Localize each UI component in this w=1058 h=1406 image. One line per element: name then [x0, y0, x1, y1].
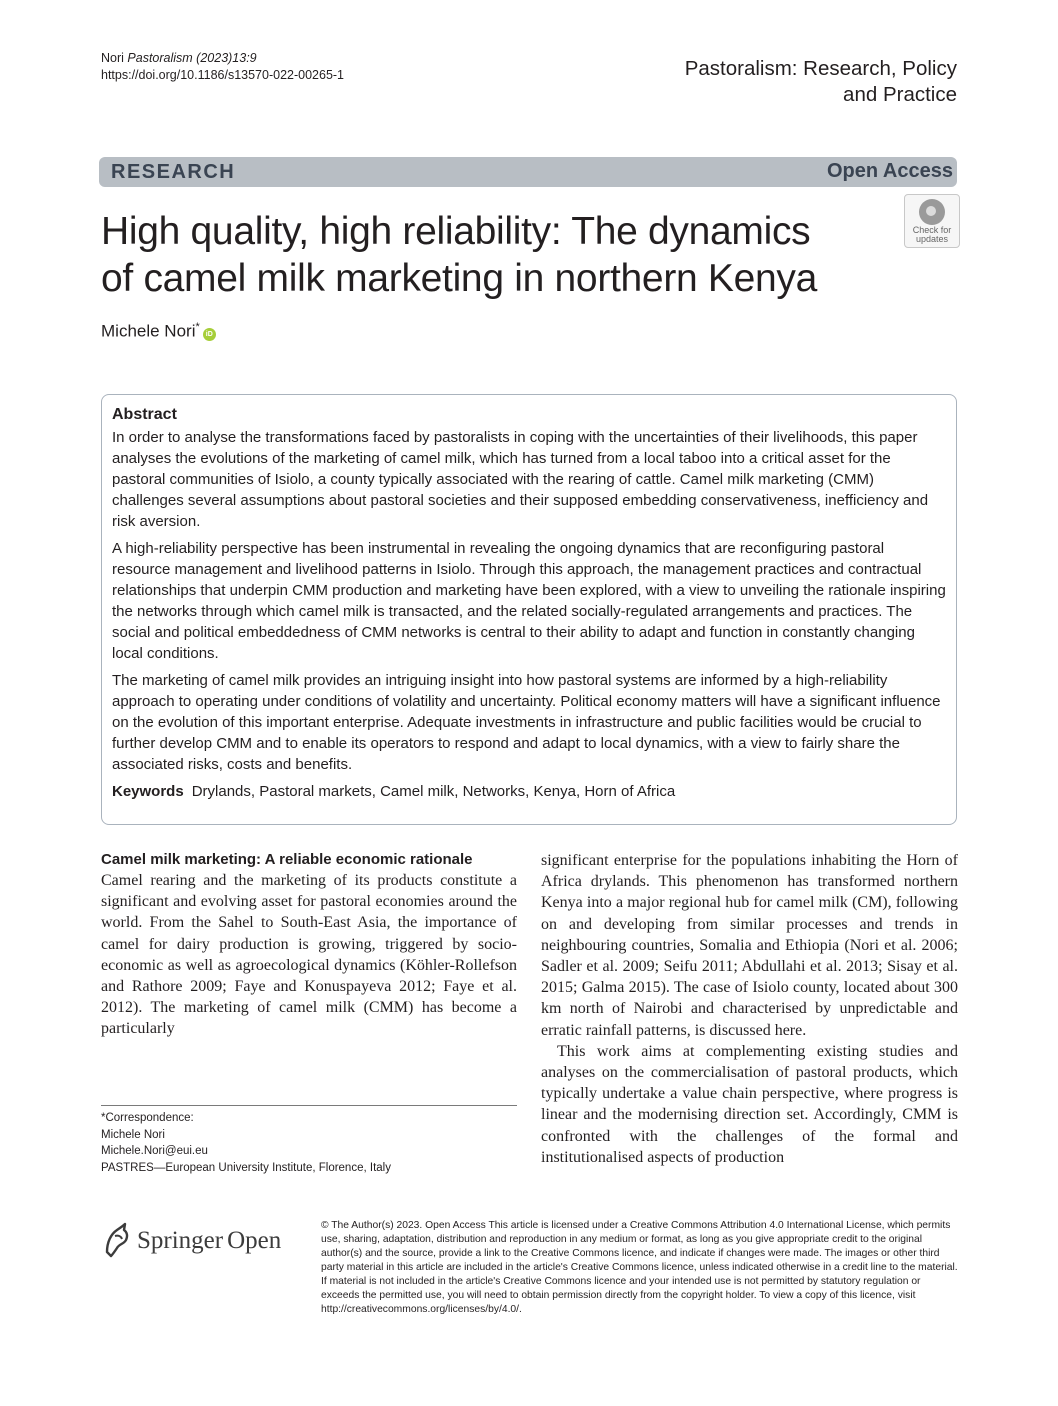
correspondence-name: Michele Nori [101, 1128, 165, 1141]
article-type-label: RESEARCH [111, 161, 236, 183]
open-access-label: Open Access [827, 160, 953, 182]
body-paragraph: Camel rearing and the marketing of its products constitute a significant and evolving asset for pastoral economies around the world. From the Sahel to South-East Asia, the importance of camel for dairy production is growing, triggered by socio-economic as well as agroecological dynamics (Köhler-Rollefson and Rathore 2009; Faye and Konuspayeva 2012; Faye et al. 2012). The marketing of camel milk (CMM) has become a particularly [101, 872, 517, 1038]
cite-author: Nori [101, 51, 128, 65]
section-heading: Camel milk marketing: A reliable economic rationale [101, 851, 473, 868]
correspondence-block [101, 1110, 391, 1176]
check-updates-icon [919, 199, 945, 225]
abstract-paragraph-1: In order to analyse the transformations faced by pastoralists in coping with the uncertainties of their livelihoods, this paper analyses the evolutions of the marketing of camel milk, which has turned from a local taboo into a critical asset for the pastoral communities of Isiolo, a county typically associated with the rearing of cattle. Camel milk marketing (CMM) challenges several assumptions about pastoral societies and their supposed embedding conservativeness, inefficiency and risk aversion. [112, 429, 929, 530]
abstract-box [101, 394, 957, 825]
check-updates-line2: updates [915, 234, 949, 244]
orcid-icon[interactable]: iD [203, 328, 216, 341]
check-for-updates-button[interactable] [904, 194, 960, 248]
cite-journal: Pastoralism (2023)13:9 [127, 51, 257, 65]
article-title-line1: High quality, high reliability: The dynamics [101, 210, 811, 253]
keywords-label: Keywords [112, 783, 184, 800]
journal-name-line2: and Practice [843, 83, 957, 106]
author-line [101, 316, 216, 343]
correspondence-email[interactable]: Michele.Nori@eui.eu [101, 1145, 208, 1157]
footnote-divider [101, 1105, 517, 1106]
body-paragraph: significant enterprise for the populations inhabiting the Horn of Africa drylands. This phenomenon has transformed northern Kenya into a major regional hub for camel milk (CM), following on and developing from similar processes and trends in neighbouring countries, Somalia and Ethiopia (Nori et al. 2006; Sadler et al. 2009; Seifu 2011; Abdullahi et al. 2013; Sisay et al. 2015; Galma 2015). The case of Isiolo county, located about 300 km north of Nairobi and characterised by unpredictable and erratic rainfall patterns, is discussed here. [541, 852, 958, 1039]
license-text: © The Author(s) 2023. Open Access This article is licensed under a Creative Commons Attribution 4.0 International License, which permits use, sharing, adaptation, distribution and reproduction in any medium or format, as long as you give appropriate credit to the original author(s) and the source, provide a link to the Creative Commons licence, and indicate if changes were made. The images or other third party material in this article are included in the article's Creative Commons licence, unless indicated otherwise in a credit line to the material. If material is not included in the article's Creative Commons licence and your intended use is not permitted by statutory regulation or exceeds the permitted use, you will need to obtain permission directly from the copyright holder. To view a copy of this licence, visit http://creativecommons.org/licenses/by/4.0/. [321, 1220, 958, 1315]
journal-name [600, 56, 957, 108]
abstract-paragraph-3: The marketing of camel milk provides an intriguing insight into how pastoral systems are informed by a high-reliability approach to operating under conditions of volatility and uncertainty. Political economy matters will have a significant influence on the evolution of this important enterprise. Adequate investments in infrastructure and public facilities would be crucial to further develop CMM and to enable its operators to respond and adapt to local dynamics, with a view to fairly share the associated risks, costs and benefits. [112, 672, 941, 773]
body-column-left [101, 850, 517, 1040]
springer-open-logo [101, 1222, 301, 1262]
article-type-banner [99, 157, 957, 187]
springer-suffix: Open [227, 1227, 282, 1254]
citation-header [101, 50, 344, 84]
article-title-line2: of camel milk marketing in northern Kenya [101, 257, 818, 300]
journal-name-line1: Pastoralism: Research, Policy [684, 57, 957, 80]
abstract-heading: Abstract [112, 406, 177, 423]
body-column-right [541, 850, 958, 1168]
doi-link[interactable]: https://doi.org/10.1186/s13570-022-00265-1 [101, 68, 345, 82]
keywords [112, 781, 946, 802]
abstract-paragraph-2: A high-reliability perspective has been instrumental in revealing the ongoing dynamics that are reconfiguring pastoral resource management and livelihood patterns in Isiolo. Through this approach, the management practices and contractual relationships that underpin CMM production and marketing have been explored, with a view to unveiling the rationale inspiring the networks through which camel milk is transacted, and the related socially-regulated arrangements and practices. The social and political embeddedness of CMM networks is central to their ability to adapt and function in constantly changing local conditions. [112, 540, 946, 662]
springer-horse-icon [101, 1222, 133, 1258]
author-name[interactable]: Michele Nori [101, 321, 196, 341]
corresponding-mark: * [195, 321, 200, 333]
body-paragraph: This work aims at complementing existing studies and analyses on the commercialisation of pastoral products, which typically undertake a value chain perspective, where progress is linear and the modernising direction set. Accordingly, CMM is confronted with the challenges of the formal and institutionalised aspects of production [541, 1042, 958, 1166]
correspondence-label: *Correspondence: [101, 1112, 194, 1124]
check-updates-line1: Check for [912, 225, 952, 235]
correspondence-affiliation: PASTRES—European University Institute, Florence, Italy [101, 1161, 391, 1174]
springer-brand: Springer [137, 1227, 224, 1254]
keywords-list: Drylands, Pastoral markets, Camel milk, Networks, Kenya, Horn of Africa [191, 783, 676, 800]
article-title [101, 208, 891, 302]
